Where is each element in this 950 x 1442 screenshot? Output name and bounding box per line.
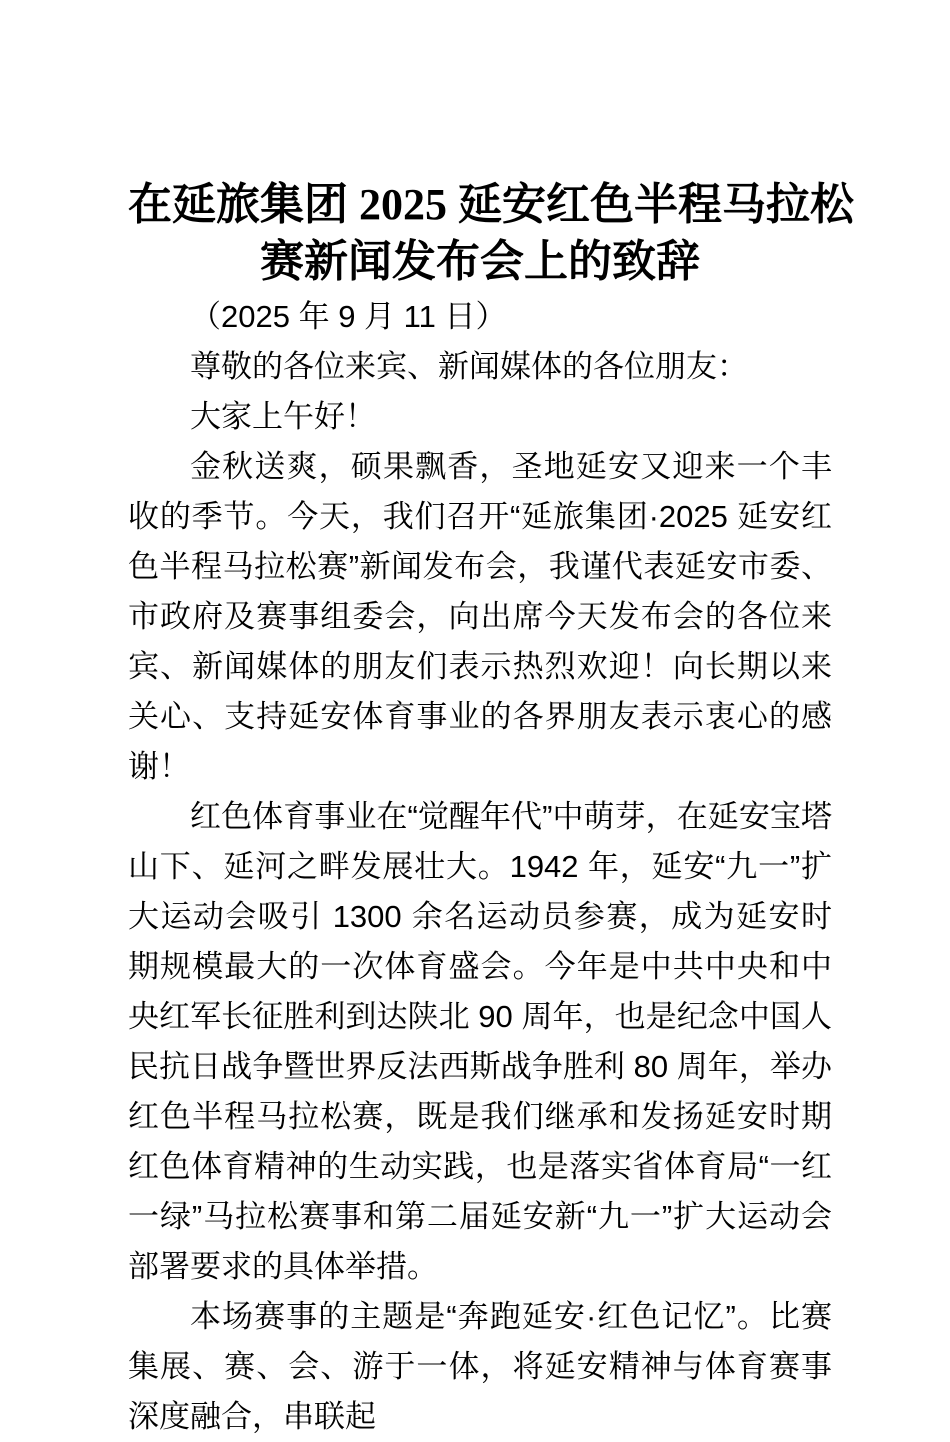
paragraph-history: 红色体育事业在“觉醒年代”中萌芽，在延安宝塔山下、延河之畔发展壮大。1942 年，延安“九一”扩大运动会吸引 1300 余名运动员参赛，成为延安时期规模最大的一次体育盛会。今年是中共中央和中央红军长征胜利到达陕北 90 周年，也是纪念中国人民抗日战争暨世界反法西斯战争胜利 80 周年，举办红色半程马拉松赛，既是我们继承和发扬延安时期红色体育精神的生动实践，也是落实省体育局“一红一绿”马拉松赛事和第二届延安新“九一”扩大运动会部署要求的具体举措。 (128, 799, 832, 1284)
document-title (128, 176, 854, 290)
paragraph-salutation: 尊敬的各位来宾、新闻媒体的各位朋友： (190, 349, 748, 384)
paragraph-greeting: 大家上午好！ (190, 399, 376, 434)
paragraph-welcome: 金秋送爽，硕果飘香，圣地延安又迎来一个丰收的季节。今天，我们召开“延旅集团·2025 延安红色半程马拉松赛”新闻发布会，我谨代表延安市委、市政府及赛事组委会，向出席今天发布会的各位来宾、新闻媒体的朋友们表示热烈欢迎！向长期以来关心、支持延安体育事业的各界朋友表示衷心的感谢！ (128, 449, 832, 784)
document-title-line-1: 在延旅集团 2025 延安红色半程马拉松 (128, 180, 854, 229)
document-title-line-2: 赛新闻发布会上的致辞 (260, 237, 700, 286)
paragraph-theme: 本场赛事的主题是“奔跑延安·红色记忆”。比赛集展、赛、会、游于一体，将延安精神与体育赛事深度融合，串联起 (128, 1299, 832, 1434)
document-date: （2025 年 9 月 11 日） (190, 299, 507, 334)
